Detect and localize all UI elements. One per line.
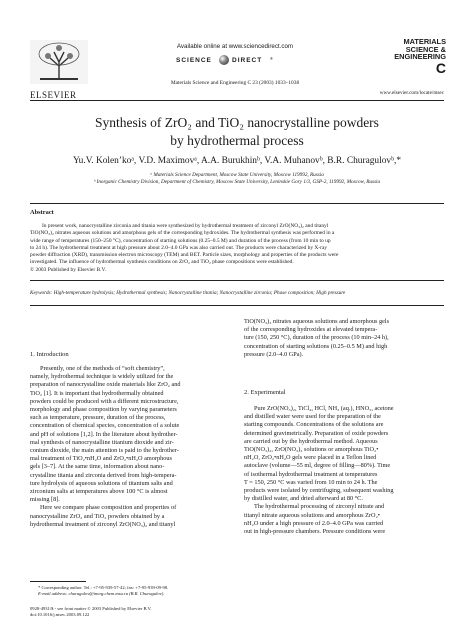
text-line: titanyl nitrate aqueous solutions and amorphous ZrO₂• bbox=[244, 511, 380, 519]
abstract-body bbox=[30, 223, 444, 274]
elsevier-logo bbox=[30, 40, 88, 100]
text-line: ture hydrolysis of aqueous solutions of titanium salts and bbox=[30, 479, 173, 487]
available-online: Available online at www.sciencedirect.com bbox=[176, 43, 294, 50]
text-line: T = 150, 250 °C was varied from 10 min to 24 h. The bbox=[244, 478, 378, 486]
text-line: Here we compare phase composition and properties of bbox=[40, 504, 177, 512]
article-title bbox=[40, 114, 434, 150]
text-line: TiO₂ [1]. It is important that hydrothermally obtained bbox=[30, 389, 164, 397]
sd-logo-left: SCIENCE bbox=[176, 57, 212, 64]
journal-url[interactable]: www.elsevier.com/locate/msec bbox=[379, 90, 444, 96]
text-line: of the corresponding hydroxides at elevated tempera- bbox=[244, 326, 378, 334]
journal-logo-line-3: ENGINEERING bbox=[394, 52, 446, 62]
text-line: conium dioxide, the main attention is paid to the hydrother- bbox=[30, 447, 179, 455]
abstract-line: investigated. The influence of hydrothermal synthesis conditions on ZrO₂ and TiO₂ phase compositions were established. bbox=[30, 259, 294, 266]
email-address[interactable]: E-mail address: churagulov@inorg.chem.msu.ru (B.R. Churagulov). bbox=[38, 590, 165, 596]
text-line: nH₂O under a high pressure of 2.0–4.0 GPa was carried bbox=[244, 519, 384, 527]
abstract-rule bbox=[30, 280, 444, 281]
text-line: morphology and phase composition by varying parameters bbox=[30, 406, 177, 414]
right-column-body bbox=[244, 405, 444, 536]
journal-logo-letter: C bbox=[435, 59, 446, 76]
right-column-top bbox=[244, 318, 444, 359]
text-line: such as temperature, pressure, duration of the process, bbox=[30, 414, 166, 422]
text-line: concentration of chemical species, concentration of a solute bbox=[30, 422, 180, 430]
text-line: ture (150, 250 °C), duration of the process (10 min–24 h), bbox=[244, 334, 389, 342]
journal-logo-line-1: MATERIALS bbox=[403, 37, 446, 46]
journal-logo-line-2: SCIENCE & bbox=[405, 44, 446, 54]
text-line: and distilled water were used for the preparation of the bbox=[244, 413, 381, 421]
text-line: products were isolated by centrifuging, subsequent washing bbox=[244, 487, 394, 495]
text-line: nanocrystalline ZrO₂ and TiO₂ powders obtained by a bbox=[30, 512, 165, 520]
issn-info bbox=[30, 606, 250, 617]
keywords: Keywords: High-temperature hydrolysis; Hydrothermal synthesis; Nanocrystalline titania; Nanocrystalline zirconia; Phase composition; High pressure bbox=[30, 290, 346, 296]
text-line: TiO(NO₃)₂ nitrates aqueous solutions and amorphous gels bbox=[244, 318, 390, 325]
text-line: mal treatment of TiO₂•nH₂O and ZrO₂•nH₂O amorphous bbox=[30, 455, 172, 463]
abstract-line: TiO(NO₃)₂ nitrates aqueous solutions and amorphous gels of the corresponding hydroxides. The hydrothermal synthesis was performed in a bbox=[30, 230, 335, 237]
corresponding-author: * Corresponding author. Tel.: +7-95-939-57-42; fax: +7-95-939-09-98. bbox=[38, 585, 169, 590]
journal-reference: Materials Science and Engineering C 23 (2003) 1033–1038 bbox=[170, 80, 300, 86]
text-line: are carried out by the hydrothermal method. Aqueous bbox=[244, 437, 378, 445]
title-line-1: Synthesis of ZrO₂ and TiO₂ nanocrystalline powders bbox=[95, 115, 379, 130]
text-line: gels [3–7]. At the same time, information about nano- bbox=[30, 463, 165, 471]
text-line: preparation of nanocrystalline oxide materials like ZrO₂ and bbox=[30, 381, 181, 389]
introduction-heading: 1. Introduction bbox=[30, 351, 69, 358]
text-line: crystalline titania and zirconia derived from high-tempera- bbox=[30, 471, 177, 479]
text-line: pressure (2.0–4.0 GPa). bbox=[244, 350, 304, 358]
abstract-line: In present work, nanocrystalline zirconia and titania were synthesized by hydrothermal treatment of zirconyl ZrO(NO₃)₂ and titanyl bbox=[42, 223, 329, 229]
title-line-2: by hydrothermal process bbox=[170, 133, 304, 148]
title-rule bbox=[30, 203, 444, 204]
text-line: Presently, one of the methods of “soft chemistry”, bbox=[40, 365, 165, 372]
text-line: Pure ZrO(NO₃)₂, TiCl₄, HCl, NH₃ (aq.), HNO₃, acetone bbox=[254, 405, 394, 412]
text-line: by distilled water, and dried afterward at 80 °C. bbox=[244, 495, 363, 503]
text-line: TiO(NO₃)₂, ZrO(NO₃)₂ solutions or amorphous TiO₂• bbox=[244, 446, 379, 454]
sd-logo-mark: ® bbox=[270, 56, 273, 61]
text-line: zirconium salts at temperatures above 100 °C is almost bbox=[30, 488, 168, 496]
abstract-line: wide range of temperatures (150–250 °C), concentration of starting solutions (0.25–0.5 M) and duration of the process (from 10 min to up bbox=[30, 237, 331, 244]
text-line: mal synthesis of nanocrystalline titanium dioxide and zir- bbox=[30, 438, 174, 446]
affiliation-b: ᵇ Inorganic Chemistry Division, Department of Chemistry, Moscow State University, Leninskie Gory 1/3, GSP-2, 119992, Moscow, Russia bbox=[93, 179, 381, 185]
text-line: of isothermal hydrothermal treatment at temperatures bbox=[244, 470, 378, 478]
journal-logo bbox=[384, 38, 446, 84]
abstract-heading: Abstract bbox=[30, 209, 54, 216]
text-line: nH₂O, ZrO₂•nH₂O gels were placed in a Teflon lined bbox=[244, 454, 377, 462]
elsevier-tree-icon bbox=[30, 40, 88, 84]
sd-orb-icon bbox=[219, 55, 229, 65]
text-line: missing [8]. bbox=[30, 496, 60, 504]
text-line: namely, hydrothermal technique is widely utilized for the bbox=[30, 373, 174, 381]
sciencedirect-logo bbox=[176, 55, 296, 67]
text-line: determined gravimetrically. Preparation of oxide powders bbox=[244, 429, 389, 437]
footnote-rule bbox=[30, 581, 86, 582]
text-line: and pH of solutions [1,2]. In the literature about hydrother- bbox=[30, 430, 178, 438]
text-line: hydrothermal treatment of zirconyl ZrO(NO₃)₂ and titanyl bbox=[30, 520, 176, 528]
footnote bbox=[30, 585, 230, 596]
text-line: The hydrothermal processing of zirconyl nitrate and bbox=[254, 503, 385, 511]
text-line: concentration of starting solutions (0.25–0.5 M) and high bbox=[244, 342, 388, 350]
publisher-name: ELSEVIER bbox=[30, 90, 77, 100]
abstract-copyright: © 2003 Published by Elsevier B.V. bbox=[30, 266, 107, 273]
experimental-heading: 2. Experimental bbox=[244, 389, 286, 396]
issn-line: 0928-4931/$ - see front matter © 2003 Published by Elsevier B.V. bbox=[30, 606, 152, 611]
text-line: out in high-pressure chambers. Pressure conditions were bbox=[244, 528, 386, 536]
authors: Yu.V. Kolen’koᵃ, V.D. Maximovᵃ, A.A. Burukhinᵇ, V.A. Muhanovᵇ, B.R. Churagulovᵇ,* bbox=[72, 156, 402, 166]
doi-line[interactable]: doi:10.1016/j.msec.2003.09.122 bbox=[30, 611, 90, 617]
sd-logo-right: DIRECT bbox=[232, 57, 263, 64]
header-rule bbox=[30, 100, 444, 101]
text-line: autoclave (volume—55 ml, degree of filling—80%). Time bbox=[244, 462, 391, 470]
left-column-body bbox=[30, 365, 230, 529]
keywords-rule bbox=[30, 305, 444, 306]
text-line: powders could be produced with a different microstructure, bbox=[30, 397, 179, 405]
affiliation-a: ᵃ Materials Science Department, Moscow State University, Moscow 119992, Russia bbox=[150, 172, 324, 178]
text-line: starting compounds. Concentrations of the solutions are bbox=[244, 421, 384, 429]
abstract-line: powder diffraction (XRD), transmission electron microscopy (TEM) and BET. Particle sizes, morphology and properties of the products were bbox=[30, 252, 339, 259]
abstract-line: to 24 h). The hydrothermal treatment at high pressure about 2.0–4.0 GPa was also carried out. The products were characterized by X-ray bbox=[30, 244, 328, 251]
